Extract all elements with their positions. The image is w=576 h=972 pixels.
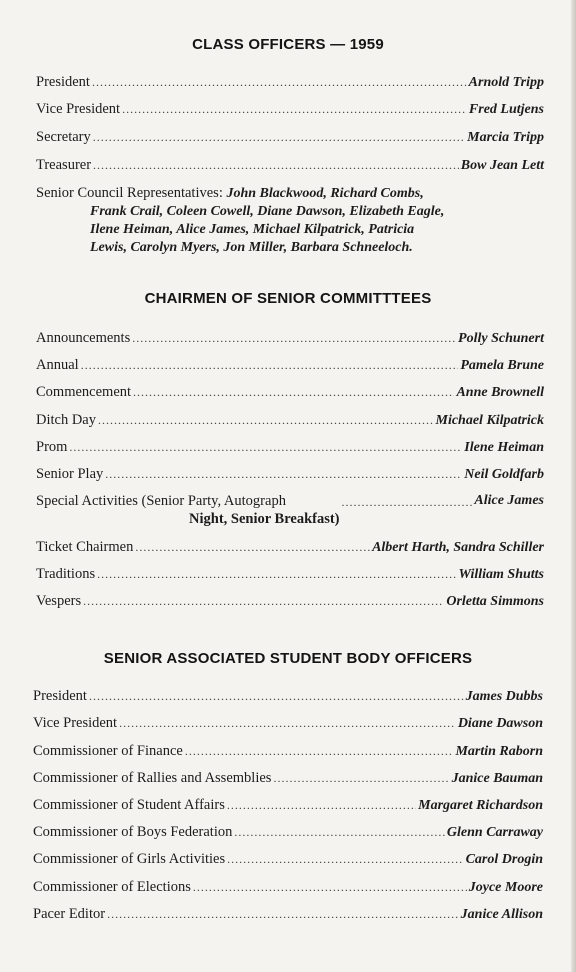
leader-dots — [133, 382, 454, 402]
leader-dots — [98, 410, 434, 430]
chairman-name: Alice James — [474, 493, 544, 508]
leader-dots — [83, 591, 444, 611]
committee-row-prom — [36, 437, 544, 457]
asb-title: Commissioner of Boys Federation — [33, 824, 233, 840]
council-names: John Blackwood, Richard Combs, — [226, 186, 424, 201]
council-line-1 — [36, 184, 548, 203]
committee-title: Commencement — [36, 384, 132, 400]
committees-heading: CHAIRMEN OF SENIOR COMMITTTEES — [144, 290, 432, 307]
leader-dots — [89, 686, 464, 706]
page-edge — [571, 0, 576, 972]
leader-dots — [122, 99, 467, 119]
chairman-name: Orletta Simmons — [446, 594, 544, 609]
committee-title: Annual — [36, 357, 79, 373]
leader-dots — [119, 713, 456, 733]
asb-title: Pacer Editor — [33, 906, 106, 922]
class-officers-heading: CLASS OFFICERS — 1959 — [192, 36, 384, 53]
committee-title: Announcements — [36, 330, 131, 346]
council-line-3: Ilene Heiman, Alice James, Michael Kilpatrick, Patricia — [90, 222, 415, 237]
committee-row-senior-play — [36, 464, 544, 484]
asb-name: Joyce Moore — [468, 880, 543, 895]
leader-dots — [93, 155, 459, 175]
asb-row-elections — [33, 877, 543, 897]
asb-name: Carol Drogin — [465, 852, 543, 867]
asb-row-pacer-editor — [33, 904, 543, 924]
leader-dots — [234, 822, 445, 842]
chairman-name: Neil Goldfarb — [464, 467, 544, 482]
chairman-name: Pamela Brune — [460, 358, 544, 373]
officer-row-president — [36, 72, 544, 92]
asb-title: Commissioner of Finance — [33, 743, 183, 759]
committee-title: Vespers — [36, 593, 82, 609]
senior-council-block — [36, 184, 548, 257]
committee-row-vespers — [36, 591, 544, 611]
officer-row-secretary — [36, 127, 544, 147]
special-activities-line-2: Night, Senior Breakfast) — [189, 511, 340, 527]
asb-title: Commissioner of Student Affairs — [33, 797, 225, 813]
asb-row-boys-federation — [33, 822, 543, 842]
asb-row-rallies — [33, 768, 543, 788]
asb-name: Glenn Carraway — [446, 825, 543, 840]
officer-title: Vice President — [36, 101, 121, 117]
asb-name: Diane Dawson — [457, 716, 543, 731]
committee-row-ticket-chairmen — [36, 537, 544, 557]
chairman-name: Michael Kilpatrick — [435, 413, 544, 428]
asb-row-president — [33, 686, 543, 706]
leader-dots — [107, 904, 459, 924]
chairman-name: Anne Brownell — [456, 385, 544, 400]
asb-row-student-affairs — [33, 795, 543, 815]
chairman-name: Albert Harth, Sandra Schiller — [372, 540, 544, 555]
committee-title: Ditch Day — [36, 412, 96, 428]
council-line-2: Frank Crail, Coleen Cowell, Diane Dawson, Elizabeth Eagle, — [90, 204, 445, 219]
chairman-name: William Shutts — [458, 567, 544, 582]
asb-name: James Dubbs — [465, 689, 543, 704]
council-label: Senior Council Representatives: — [36, 185, 223, 201]
asb-name: Janice Allison — [460, 907, 543, 922]
committee-row-ditch-day — [36, 410, 544, 430]
leader-dots — [227, 795, 416, 815]
officer-name: Fred Lutjens — [468, 102, 544, 117]
asb-title: Vice President — [33, 715, 118, 731]
leader-dots — [135, 537, 370, 557]
officer-name: Marcia Tripp — [467, 130, 544, 145]
asb-title: President — [33, 688, 87, 704]
committee-row-annual — [36, 355, 544, 375]
asb-row-finance — [33, 741, 543, 761]
asb-title: Commissioner of Girls Activities — [33, 851, 226, 867]
officer-name: Arnold Tripp — [468, 75, 544, 90]
leader-dots — [105, 464, 462, 484]
committee-row-commencement — [36, 382, 544, 402]
officer-title: Treasurer — [36, 157, 92, 173]
officer-title: Secretary — [36, 129, 91, 145]
leader-dots — [185, 741, 454, 761]
committee-title: Traditions — [36, 566, 96, 582]
officer-row-treasurer — [36, 155, 544, 175]
committee-title: Ticket Chairmen — [36, 539, 134, 555]
leader-dots — [81, 355, 459, 375]
officer-name: Bow Jean Lett — [460, 158, 544, 173]
leader-dots — [342, 492, 473, 512]
committee-title — [36, 492, 340, 528]
committee-row-announcements — [36, 328, 544, 348]
council-line-4: Lewis, Carolyn Myers, Jon Miller, Barbara Schneeloch. — [90, 240, 413, 255]
officer-title: President — [36, 74, 90, 90]
committee-row-special-activities — [36, 492, 544, 528]
leader-dots — [227, 849, 463, 869]
chairman-name: Polly Schunert — [458, 331, 544, 346]
leader-dots — [132, 328, 456, 348]
asb-title: Commissioner of Elections — [33, 879, 191, 895]
special-activities-line-1: Special Activities (Senior Party, Autograph — [36, 493, 286, 509]
committee-title: Prom — [36, 439, 68, 455]
leader-dots — [97, 564, 456, 584]
leader-dots — [69, 437, 462, 457]
asb-officers-heading: SENIOR ASSOCIATED STUDENT BODY OFFICERS — [103, 650, 473, 667]
asb-row-vice-president — [33, 713, 543, 733]
chairman-name: Ilene Heiman — [464, 440, 544, 455]
asb-title: Commissioner of Rallies and Assemblies — [33, 770, 272, 786]
asb-name: Martin Raborn — [455, 744, 543, 759]
officer-row-vice-president — [36, 99, 544, 119]
asb-row-girls-activities — [33, 849, 543, 869]
leader-dots — [273, 768, 449, 788]
leader-dots — [93, 127, 465, 147]
asb-name: Margaret Richardson — [418, 798, 543, 813]
leader-dots — [193, 877, 467, 897]
leader-dots — [92, 72, 467, 92]
committee-title: Senior Play — [36, 466, 104, 482]
asb-name: Janice Bauman — [451, 771, 543, 786]
committee-row-traditions — [36, 564, 544, 584]
